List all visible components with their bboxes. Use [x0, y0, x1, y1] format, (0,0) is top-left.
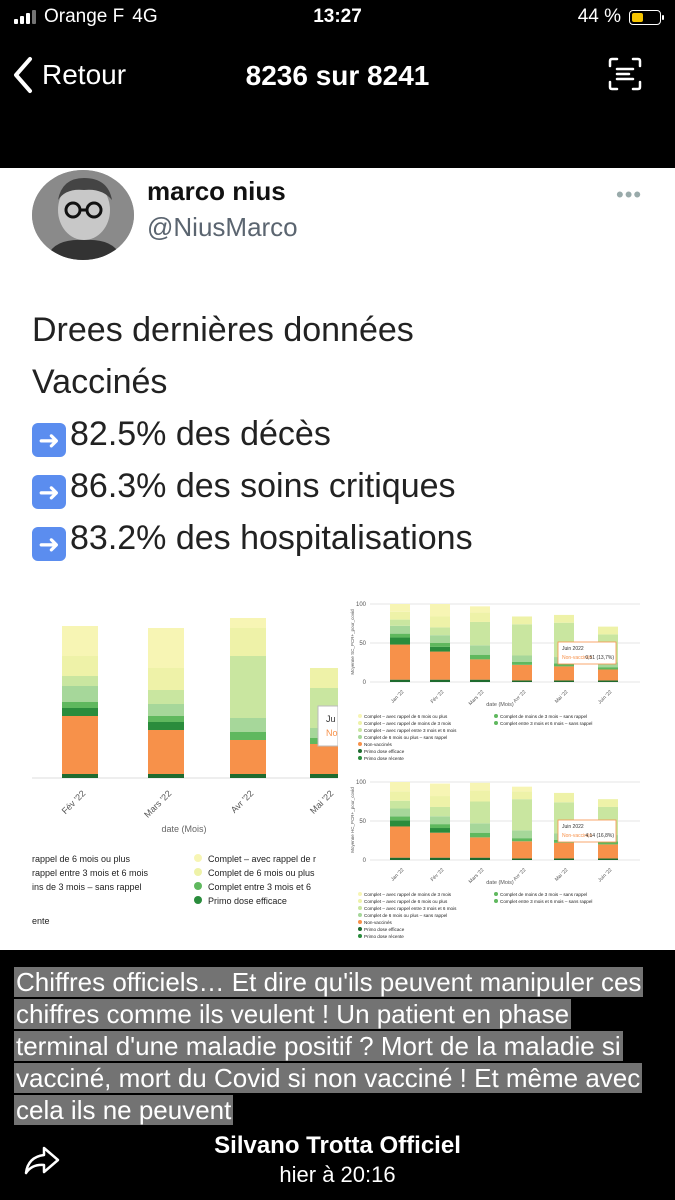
bar-segment: [430, 833, 450, 858]
legend-swatch: [194, 896, 202, 904]
bar-segment: [554, 680, 574, 682]
legend-entry: Complet de 6 mois ou plus – sans rappel: [364, 913, 448, 918]
legend-swatch: [358, 892, 362, 896]
legend-entry: Complet de 6 mois ou plus – sans rappel: [364, 735, 448, 740]
bar-segment: [470, 791, 490, 802]
bar-segment: [390, 620, 410, 626]
legend-entry: ente: [32, 916, 50, 926]
x-tick-label: Avr '22: [512, 689, 528, 705]
tooltip-title: Juin 2022: [562, 646, 584, 652]
y-tick-label: 0: [362, 680, 366, 686]
y-tick-label: 50: [359, 819, 366, 825]
bar-segment: [512, 680, 532, 682]
tooltip-label: Non-vaccinés: [562, 833, 593, 839]
bar-segment: [390, 634, 410, 638]
bar-segment: [430, 824, 450, 828]
bar-segment: [430, 816, 450, 824]
y-axis-label: Moyenne SC_PCR+_pour_covid: [350, 609, 355, 675]
legend-swatch: [358, 749, 362, 753]
legend-swatch: [194, 882, 202, 890]
legend-swatch: [358, 927, 362, 931]
bar-segment: [148, 704, 184, 716]
x-tick-label: Fév '22: [429, 867, 446, 883]
bar-segment: [230, 618, 266, 628]
tooltip-partial: Ju: [326, 714, 336, 724]
tooltip-partial: No: [326, 728, 338, 738]
bar-segment: [598, 627, 618, 635]
tweet-line: Drees dernières données: [32, 311, 414, 349]
bar-segment: [430, 604, 450, 616]
bar-segment: [470, 837, 490, 857]
bar-segment: [230, 774, 266, 778]
bar-segment: [148, 690, 184, 704]
x-tick-label: Mars '22: [467, 689, 486, 707]
bar-segment: [470, 802, 490, 824]
bar-segment: [230, 718, 266, 732]
y-tick-label: 100: [355, 602, 366, 608]
y-tick-label: 0: [362, 858, 366, 864]
bar-segment: [62, 702, 98, 708]
bar-segment: [230, 628, 266, 656]
bar-segment: [390, 782, 410, 791]
footer-bar: [0, 1128, 675, 1200]
tooltip-value: 4,14 (16,8%): [585, 833, 614, 839]
bar-segment: [310, 744, 338, 774]
bar-segment: [230, 732, 266, 740]
bar-segment: [390, 801, 410, 809]
battery-info: [578, 6, 661, 28]
legend-entry: Complet entre 3 mois et 6 mois – sans rappel: [500, 899, 593, 904]
bar-segment: [598, 670, 618, 681]
bar-segment: [430, 784, 450, 796]
bar-segment: [430, 635, 450, 643]
x-tick-label: Mai '22: [553, 689, 570, 705]
bar-segment: [512, 791, 532, 799]
legend-entry: Non-vaccinés: [364, 920, 392, 925]
tweet-author-handle[interactable]: @NiusMarco: [147, 212, 298, 242]
bar-segment: [598, 680, 618, 682]
legend-entry: Complet de moins de 3 mois – sans rappel: [500, 892, 588, 897]
bar-segment: [148, 668, 184, 690]
bar-segment: [470, 645, 490, 654]
arrow-right-icon: ➜: [32, 423, 66, 457]
legend-swatch: [358, 906, 362, 910]
legend-entry: Complet – avec rappel de moins de 3 mois: [364, 721, 452, 726]
bar-segment: [148, 774, 184, 778]
bar-segment: [470, 606, 490, 612]
bar-segment: [430, 652, 450, 680]
bar-segment: [512, 662, 532, 665]
x-axis-label: date (Mois): [486, 702, 514, 708]
bar-segment: [390, 604, 410, 612]
bar-segment: [554, 666, 574, 680]
legend-swatch: [194, 868, 202, 876]
bar-segment: [430, 858, 450, 860]
legend-swatch: [358, 756, 362, 760]
legend-swatch: [358, 721, 362, 725]
bar-segment: [148, 730, 184, 774]
bar-segment: [470, 823, 490, 832]
bar-segment: [148, 722, 184, 730]
legend-entry: Complet – avec rappel entre 3 mois et 6 mois: [364, 728, 457, 733]
bar-segment: [512, 616, 532, 624]
bar-segment: [390, 816, 410, 820]
legend-entry: Non-vaccinés: [364, 742, 392, 747]
sender-name: Silvano Trotta Officiel: [214, 1132, 461, 1159]
bar-segment: [430, 647, 450, 652]
legend-entry: ins de 3 mois – sans rappel: [32, 882, 142, 892]
x-tick-label: Mai '22: [308, 788, 336, 816]
bar-segment: [62, 686, 98, 702]
legend-swatch: [358, 920, 362, 924]
bar-segment: [598, 667, 618, 669]
bar-segment: [390, 809, 410, 817]
legend-entry: Complet – avec rappel de 6 mois ou plus: [364, 899, 448, 904]
legend-swatch: [358, 913, 362, 917]
x-tick-label: Fév '22: [59, 788, 88, 817]
bar-segment: [430, 807, 450, 816]
bar-segment: [512, 799, 532, 830]
legend-entry: Primo dose récente: [364, 934, 404, 939]
bar-segment: [554, 858, 574, 860]
bar-segment: [62, 676, 98, 686]
bar-segment: [470, 833, 490, 838]
bar-segment: [470, 622, 490, 645]
legend-swatch: [358, 742, 362, 746]
legend-entry: Complet – avec rappel de 6 mois ou plus: [364, 714, 448, 719]
bar-segment: [62, 716, 98, 774]
bar-segment: [598, 858, 618, 860]
x-axis-label: date (Mois): [161, 824, 207, 834]
x-tick-label: Fév '22: [429, 689, 446, 705]
story-caption: [0, 948, 675, 1126]
bar-segment: [62, 626, 98, 656]
bar-segment: [62, 774, 98, 778]
clock: 13:27: [313, 6, 362, 27]
bar-segment: [390, 645, 410, 680]
bar-segment: [512, 841, 532, 858]
arrow-right-icon: ➜: [32, 527, 66, 561]
tweet-line: Vaccinés: [32, 363, 168, 401]
y-tick-label: 100: [355, 780, 366, 786]
battery-percent: 44 %: [577, 6, 621, 27]
legend-swatch: [194, 854, 202, 862]
caption-text: Chiffres officiels… Et dire qu'ils peuvent manipuler ces chiffres comme ils veulent ! Un patient en phase terminal d'une maladie positif ? Mort de la maladie si vacciné, mort du Covid si non vacciné ! Et même avec cela ils ne peuvent: [16, 967, 642, 1125]
bar-segment: [512, 624, 532, 655]
bar-segment: [430, 680, 450, 682]
y-axis-label: Moyenne HC_PCR+_pour_covid: [350, 787, 355, 853]
x-tick-label: Mars '22: [467, 867, 486, 885]
bar-segment: [512, 655, 532, 661]
bar-segment: [390, 680, 410, 682]
bar-segment: [148, 628, 184, 668]
tweet-author-name[interactable]: marco nius: [147, 176, 286, 206]
stat-line: ➜ 82.5% des décès: [32, 408, 652, 460]
bar-segment: [470, 659, 490, 679]
status-bar: [0, 0, 675, 36]
legend-entry: rappel entre 3 mois et 6 mois: [32, 868, 149, 878]
bar-segment: [430, 627, 450, 635]
arrow-right-icon: ➜: [32, 475, 66, 509]
bar-segment: [230, 656, 266, 718]
bar-segment: [390, 626, 410, 634]
bar-segment: [470, 655, 490, 660]
bar-segment: [390, 638, 410, 645]
tweet-text: [32, 304, 652, 564]
legend-swatch: [358, 899, 362, 903]
left-chart-image[interactable]: [32, 596, 338, 950]
top-right-chart-image[interactable]: [340, 598, 643, 774]
stat-line: ➜ 86.3% des soins critiques: [32, 460, 652, 512]
legend-swatch: [494, 892, 498, 896]
bar-segment: [390, 826, 410, 857]
nav-bar: [0, 48, 675, 104]
legend-entry: Complet entre 3 mois et 6 mois – sans rappel: [500, 721, 593, 726]
bar-segment: [512, 787, 532, 792]
x-tick-label: Avr '22: [228, 788, 256, 815]
bar-segment: [554, 843, 574, 859]
tooltip-title: Juin 2022: [562, 824, 584, 830]
tweet-card[interactable]: [0, 168, 675, 950]
legend-entry: Primo dose récente: [364, 756, 404, 761]
bar-segment: [430, 828, 450, 833]
stat-line: ➜ 83.2% des hospitalisations: [32, 512, 652, 564]
legend-entry: Complet entre 3 mois et 6: [208, 882, 312, 892]
bar-segment: [62, 656, 98, 676]
network-type: 4G: [132, 6, 158, 27]
x-tick-label: Mars '22: [142, 788, 174, 820]
bar-segment: [390, 820, 410, 826]
legend-entry: Complet – avec rappel de moins de 3 mois: [364, 892, 452, 897]
bar-segment: [512, 858, 532, 860]
legend-entry: Primo dose efficace: [208, 896, 287, 906]
bar-segment: [512, 830, 532, 838]
bar-segment: [430, 796, 450, 807]
avatar[interactable]: [32, 170, 134, 260]
legend-swatch: [358, 728, 362, 732]
x-tick-label: Jan '22: [389, 867, 406, 883]
bar-segment: [598, 799, 618, 807]
bar-segment: [230, 740, 266, 774]
legend-swatch: [358, 934, 362, 938]
carrier-name: Orange F: [44, 6, 125, 27]
bar-segment: [148, 716, 184, 722]
bar-segment: [470, 858, 490, 860]
legend-entry: Complet – avec rappel de r: [208, 854, 317, 864]
bar-segment: [310, 774, 338, 778]
bar-segment: [62, 708, 98, 716]
y-tick-label: 50: [359, 641, 366, 647]
bar-segment: [470, 680, 490, 682]
tooltip-value: 0,51 (13,7%): [585, 655, 614, 661]
legend-entry: Complet de moins de 3 mois – sans rappel: [500, 714, 588, 719]
bar-segment: [430, 643, 450, 647]
legend-entry: Complet de 6 mois ou plus: [208, 868, 315, 878]
legend-entry: Primo dose efficace: [364, 749, 405, 754]
back-label: Retour: [42, 59, 127, 90]
bar-segment: [554, 793, 574, 802]
bar-segment: [554, 615, 574, 623]
battery-icon: [629, 10, 661, 25]
bar-segment: [390, 791, 410, 800]
bar-segment: [470, 613, 490, 622]
bottom-right-chart-image[interactable]: [340, 776, 643, 950]
more-options-icon[interactable]: •••: [616, 182, 643, 207]
x-tick-label: Avr '22: [512, 867, 528, 883]
legend-swatch: [358, 735, 362, 739]
legend-swatch: [494, 714, 498, 718]
page-title: 8236 sur 8241: [245, 60, 430, 91]
bar-segment: [390, 612, 410, 620]
bar-segment: [310, 668, 338, 688]
tooltip-label: Non-vaccinés: [562, 655, 593, 661]
scan-text-icon[interactable]: [607, 56, 643, 92]
x-axis-label: date (Mois): [486, 880, 514, 886]
bar-segment: [470, 783, 490, 791]
x-tick-label: Juin '22: [597, 867, 614, 884]
bar-segment: [512, 665, 532, 681]
bar-segment: [598, 844, 618, 858]
bar-segment: [430, 616, 450, 627]
legend-swatch: [494, 721, 498, 725]
legend-entry: Primo dose efficace: [364, 927, 405, 932]
bar-segment: [512, 838, 532, 841]
legend-entry: Complet – avec rappel entre 3 mois et 6 mois: [364, 906, 457, 911]
x-tick-label: Mai '22: [553, 867, 570, 883]
sent-time: hier à 20:16: [279, 1162, 396, 1187]
bar-segment: [390, 858, 410, 860]
x-tick-label: Juin '22: [597, 689, 614, 706]
legend-swatch: [494, 899, 498, 903]
legend-entry: rappel de 6 mois ou plus: [32, 854, 131, 864]
x-tick-label: Jan '22: [389, 689, 406, 705]
legend-swatch: [358, 714, 362, 718]
